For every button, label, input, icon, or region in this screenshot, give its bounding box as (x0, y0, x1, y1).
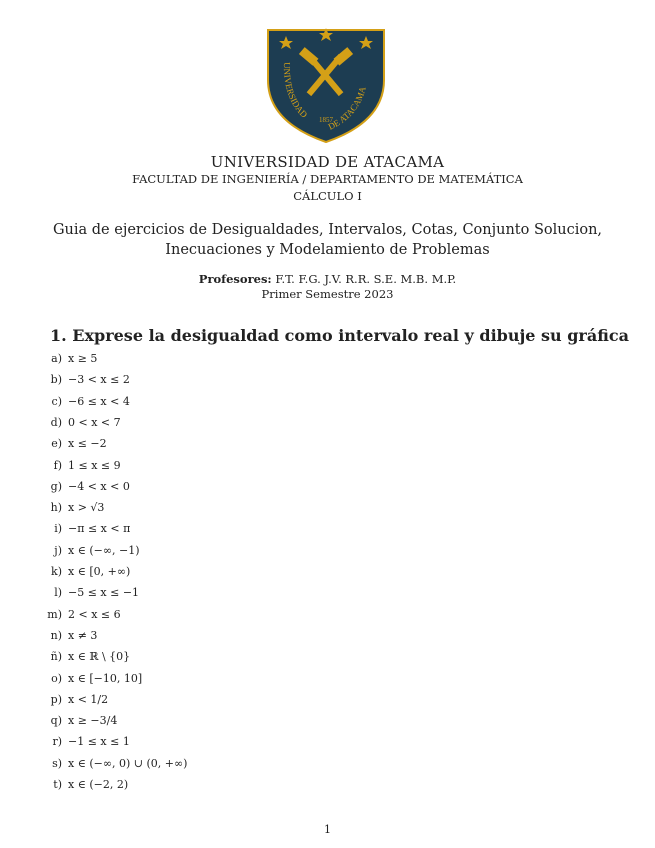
section-title: 1. Exprese la desigualdad como intervalo real y dibuje su gráfica (50, 326, 629, 345)
professors-label: Profesores: (198, 272, 272, 286)
guide-title-line1: Guia de ejercicios de Desigualdades, Intervalos, Cotas, Conjunto Solucion, (52, 222, 603, 238)
exercise-item (0, 522, 655, 538)
exercise-item (0, 459, 655, 475)
exercise-expression: −π ≤ x < π (68, 522, 131, 536)
exercise-item (0, 672, 655, 688)
university-name: UNIVERSIDAD DE ATACAMA (210, 153, 445, 171)
exercise-item (0, 650, 655, 666)
exercise-expression: −6 ≤ x < 4 (68, 394, 130, 408)
exercise-item (0, 608, 655, 624)
exercise-expression: 0 < x < 7 (68, 415, 121, 429)
page-number: 1 (324, 823, 331, 836)
exercise-label: m) (47, 607, 62, 621)
exercise-label: f) (53, 458, 62, 472)
exercise-expression: x ∈ ℝ \ {0} (68, 650, 131, 664)
exercise-item (0, 395, 655, 411)
exercise-expression: x ∈ [0, +∞) (68, 565, 131, 578)
exercise-item (0, 778, 655, 794)
exercise-expression: 2 < x ≤ 6 (68, 607, 121, 621)
exercise-label: h) (50, 501, 62, 515)
faculty-line: FACULTAD DE INGENIERÍA / DEPARTAMENTO DE MATEMÁTICA (132, 172, 523, 186)
exercise-item (0, 416, 655, 432)
exercise-item (0, 565, 655, 581)
exercise-label: b) (50, 373, 62, 387)
exercise-item (0, 693, 655, 709)
exercise-item (0, 735, 655, 751)
exercise-item (0, 480, 655, 496)
exercise-item (0, 544, 655, 560)
exercise-label: k) (51, 565, 62, 578)
exercise-item (0, 586, 655, 602)
exercise-label: c) (51, 394, 62, 408)
exercise-label: q) (50, 714, 62, 728)
logo-year: 1857 (319, 116, 333, 124)
exercise-label: s) (52, 756, 62, 770)
guide-title-line2: Inecuaciones y Modelamiento de Problemas (165, 242, 490, 258)
exercise-label: l) (54, 586, 62, 600)
exercise-expression: x ≠ 3 (68, 628, 98, 642)
exercise-label: g) (50, 479, 62, 493)
exercise-item (0, 373, 655, 389)
exercise-label: a) (51, 352, 62, 365)
guide-title (0, 220, 655, 260)
exercise-label: e) (51, 437, 62, 451)
exercise-expression: x ≤ −2 (68, 437, 107, 451)
exercise-item (0, 352, 655, 368)
semester: Primer Semestre 2023 (261, 287, 394, 301)
exercise-label: p) (50, 692, 62, 706)
exercise-expression: −4 < x < 0 (68, 479, 130, 493)
exercise-item (0, 714, 655, 730)
exercise-expression: x ∈ (−2, 2) (68, 778, 129, 791)
university-logo (264, 22, 388, 144)
logo-text-left: UNIVERSIDAD (281, 62, 310, 120)
exercise-expression: x ∈ (−∞, 0) ∪ (0, +∞) (68, 756, 188, 770)
exercise-label: r) (52, 735, 62, 749)
exercise-item (0, 437, 655, 453)
exercise-label: t) (53, 778, 62, 791)
exercise-expression: −3 < x ≤ 2 (68, 373, 130, 387)
exercise-label: o) (51, 671, 62, 685)
logo-text-right: DE ATACAMA (326, 85, 368, 132)
exercise-item (0, 629, 655, 645)
course-name: CÁLCULO I (293, 189, 362, 203)
exercise-expression: 1 ≤ x ≤ 9 (68, 458, 121, 472)
exercise-expression: x ∈ (−∞, −1) (68, 543, 140, 557)
exercise-expression: x ≥ 5 (68, 352, 98, 365)
exercise-expression: x ≥ −3/4 (68, 714, 118, 728)
exercise-expression: x < 1/2 (68, 692, 109, 706)
exercise-label: ñ) (50, 650, 62, 664)
exercise-expression: x > √3 (68, 501, 105, 515)
professors-names: F.T. F.G. J.V. R.R. S.E. M.B. M.P. (275, 272, 457, 286)
exercise-expression: −5 ≤ x ≤ −1 (68, 586, 140, 600)
exercise-item (0, 501, 655, 517)
professors-block (0, 272, 655, 302)
exercise-label: i) (54, 522, 62, 536)
exercise-expression: −1 ≤ x ≤ 1 (68, 735, 130, 749)
exercise-label: d) (50, 415, 62, 429)
exercise-expression: x ∈ [−10, 10] (68, 671, 143, 685)
exercise-label: j) (54, 543, 62, 557)
exercise-item (0, 757, 655, 773)
exercise-label: n) (50, 628, 62, 642)
